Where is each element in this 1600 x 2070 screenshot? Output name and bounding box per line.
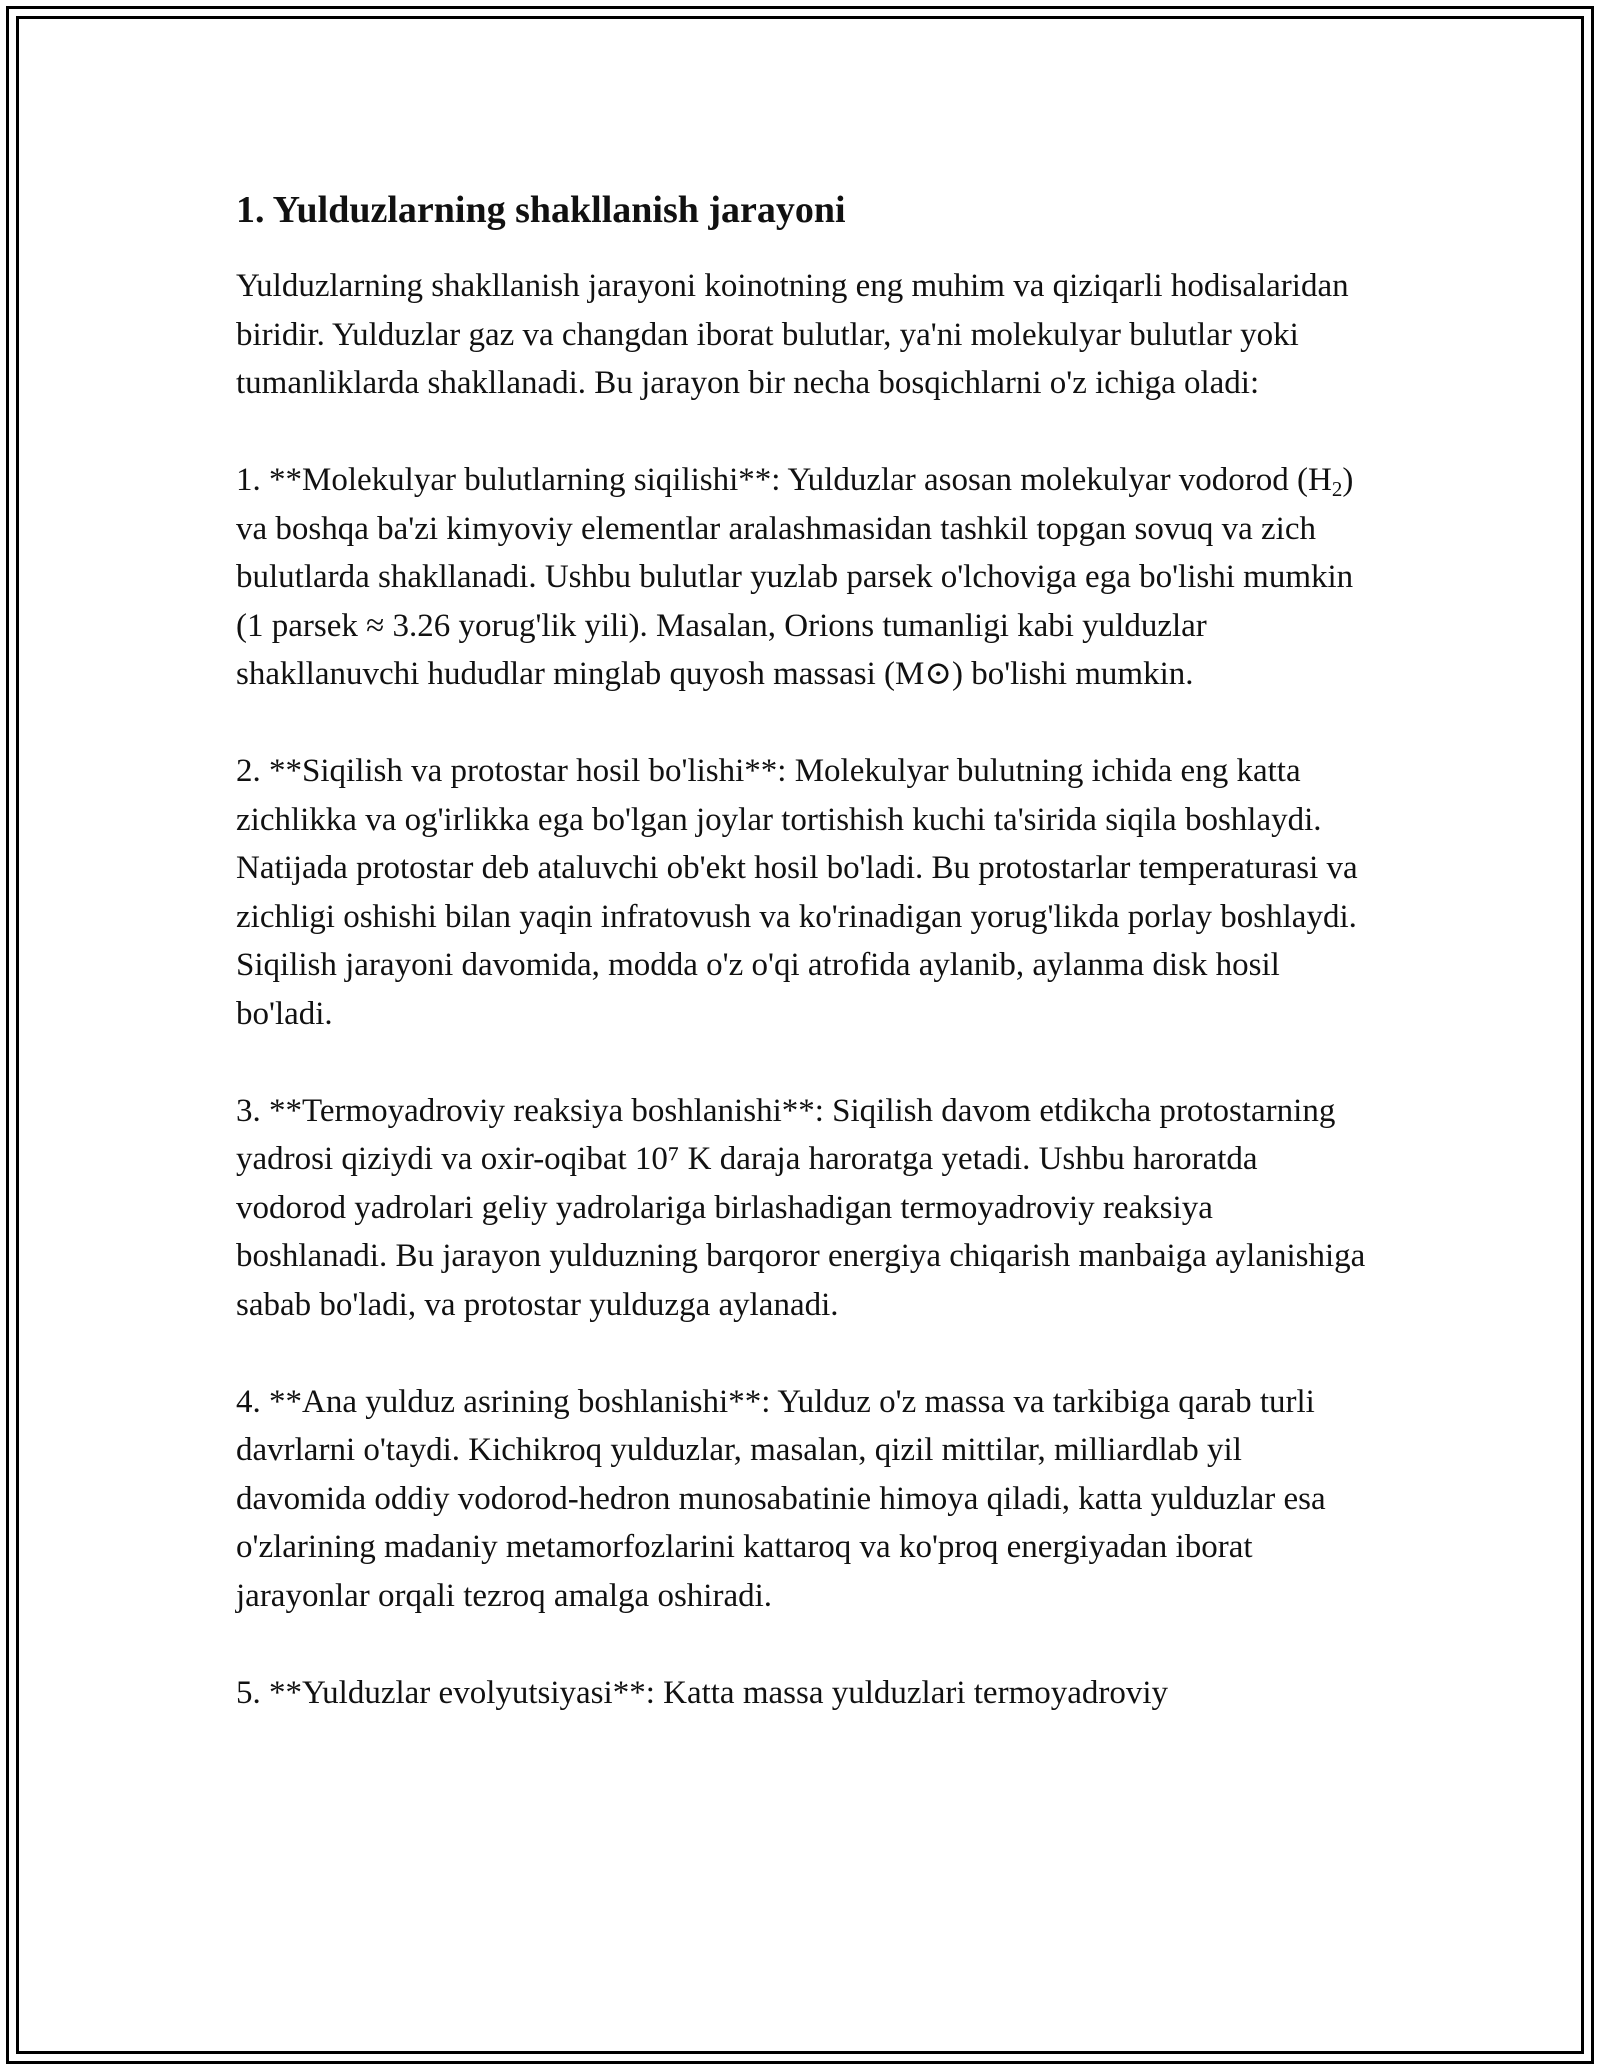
intro-paragraph: Yulduzlarning shakllanish jarayoni koinotning eng muhim va qiziqarli hodisalaridan biridir. Yulduzlar gaz va changdan iborat bulutlar, ya'ni molekulyar bulutlar yoki tumanliklarda shakllanadi. Bu jarayon bir necha bosqichlarni o'z ichiga oladi: — [236, 268, 1349, 401]
list-item-1-text-start: 1. **Molekulyar bulutlarning siqilishi**: Yulduzlar asosan molekulyar vodorod (H — [236, 462, 1332, 498]
list-item-1 — [236, 456, 1366, 699]
list-item-3: 3. **Termoyadroviy reaksiya boshlanishi**: Siqilish davom etdikcha protostarning yadrosi qiziydi va oxir-oqibat 10⁷ K daraja haroratga yetadi. Ushbu haroratda vodorod yadrolari geliy yadrolariga birlashadigan termoyadroviy reaksiya boshlanadi. Bu jarayon yulduzning barqoror energiya chiqarish manbaiga aylanishiga sabab bo'ladi, va protostar yulduzga aylanadi. — [236, 1092, 1366, 1323]
list-item-4: 4. **Ana yulduz asrining boshlanishi**: Yulduz o'z massa va tarkibiga qarab turli davrlarni o'taydi. Kichikroq yulduzlar, masalan, qizil mittilar, milliardlab yil davomida oddiy vodorod-hedron munosabatinie himoya qiladi, katta yulduzlar esa o'zlarining madaniy metamorfozlarini kattaroq va ko'proq energiyadan iborat jarayonlar orqali tezroq amalga oshiradi. — [236, 1383, 1326, 1614]
list-item-5: 5. **Yulduzlar evolyutsiyasi**: Katta massa yulduzlari termoyadroviy — [236, 1674, 1169, 1711]
section-heading: 1. Yulduzlarning shakllanish jarayoni — [236, 189, 846, 231]
document-body — [236, 186, 1366, 1766]
list-item-2: 2. **Siqilish va protostar hosil bo'lishi**: Molekulyar bulutning ichida eng katta zichlikka va og'irlikka ega bo'lgan joylar tortishish kuchi ta'sirida siqila boshlaydi. Natijada protostar deb ataluvchi ob'ekt hosil bo'ladi. Bu protostarlar temperaturasi va zichligi oshishi bilan yaqin infratovush va ko'rinadigan yorug'likda porlay boshlaydi. Siqilish jarayoni davomida, modda o'z o'qi atrofida aylanib, aylanma disk hosil bo'ladi. — [236, 753, 1358, 1032]
h2-subscript: 2 — [1331, 477, 1343, 501]
list-item-1-text-end: ) va boshqa ba'zi kimyoviy elementlar aralashmasidan tashkil topgan sovuq va zich bulutlarda shakllanadi. Ushbu bulutlar yuzlab parsek o'lchoviga ega bo'lishi mumkin (1 parsek ≈ 3.26 yorug'lik yili). Masalan, Orions tumanligi kabi yulduzlar shakllanuvchi hududlar minglab quyosh massasi (M⊙) bo'lishi mumkin. — [236, 462, 1354, 692]
